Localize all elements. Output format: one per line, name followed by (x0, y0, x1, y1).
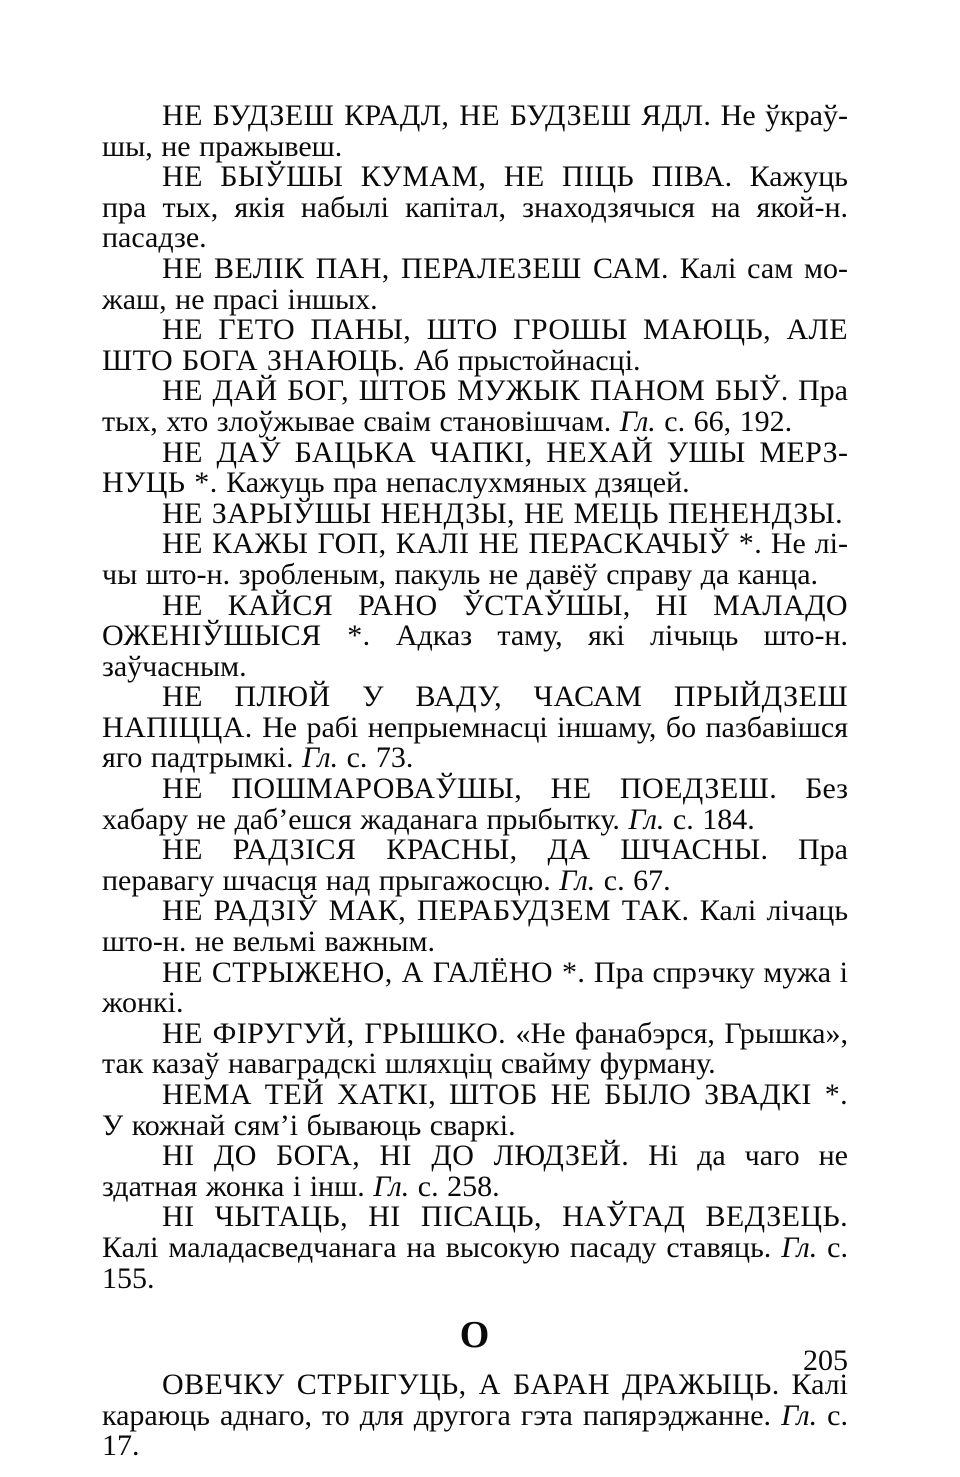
entry-definition: с. 67. (595, 863, 671, 897)
entry-definition: с. 17. (102, 1398, 848, 1463)
entry-headword: НЕ ПЛЮЙ У ВАДУ, ЧАСАМ ПРЫЙДЗЕШ НАПІЦЦА. (102, 680, 848, 744)
entry-definition: Пра спрэчку мужа і жонкі. (102, 955, 848, 1020)
dictionary-entry (102, 1141, 848, 1202)
entry-headword: НІ ДО БОГА, НІ ДО ЛЮДЗЕЙ. (162, 1139, 630, 1173)
dictionary-entry (102, 1202, 848, 1294)
entry-definition: с. 184. (664, 802, 755, 836)
entry-cross-reference: Гл. (781, 1398, 818, 1432)
entry-headword: НЕ ДАЎ БАЦЬКА ЧАПКІ, НЕХАЙ УШЫ МЕРЗНУЦЬ *. (102, 435, 848, 500)
entry-definition: Адказ таму, які лічыць што-н. заўчасным. (102, 619, 848, 683)
entry-headword: НІ ЧЫТАЦЬ, НІ ПІСАЦЬ, НАЎГАД ВЕДЗЕЦЬ. (162, 1200, 848, 1234)
dictionary-entry (102, 1370, 848, 1462)
dictionary-entry (102, 1016, 848, 1081)
entry-definition: Калі лічаць што-н. не вельмі важным. (102, 894, 849, 959)
page-number: 205 (803, 1344, 848, 1377)
entry-definition: «Не фанабэрся, Грышка», так казаў наваградскі шляхціц свайму фурману. (102, 1016, 848, 1081)
entry-headword: НЕ БЫЎШЫ КУМАМ, НЕ ПІЦЬ ПІВА. (162, 160, 733, 194)
entry-headword: НЕ РАДЗІЎ МАК, ПЕРАБУДЗЕМ ТАК. (162, 894, 690, 928)
entry-headword: НЕ КАЙСЯ РАНО ЎСТАЎШЫ, НІ МАЛАДО ОЖЕНІЎШЫСЯ *. (102, 588, 848, 653)
dictionary-entry (102, 896, 848, 957)
entry-definition: Кажуць пра тых, якія набылі капітал, знаходзячыся на якой-н. пасадзе. (102, 160, 848, 255)
entry-definition: Калі караюць аднаго, то для другога гэта папярэджанне. (102, 1368, 848, 1432)
entry-definition: с. 155. (102, 1230, 848, 1295)
dictionary-entry (102, 682, 848, 774)
entry-cross-reference: Гл. (373, 1169, 410, 1203)
entry-definition: Кажуць пра непаслухмяных дзяцей. (217, 466, 690, 500)
dictionary-entry (102, 588, 848, 683)
entry-definition: У кожнай сям’і бываюць сваркі. (102, 1108, 516, 1142)
dictionary-entry (102, 101, 848, 162)
dictionary-entry (102, 835, 848, 896)
entry-headword: НЕ ПОШМАРОВАЎШЫ, НЕ ПОЕДЗЕШ. (162, 772, 778, 806)
dictionary-entry (102, 435, 848, 500)
dictionary-entry (102, 315, 848, 376)
entry-cross-reference: Гл. (619, 404, 656, 438)
entry-headword: НЕ ФІРУГУЙ, ГРЫШКО. (162, 1016, 507, 1050)
entry-definition: Не лічы што-н. зробленым, пакуль не давёў справу да канца. (102, 527, 848, 591)
entries-section-n (102, 101, 848, 1294)
text-column (102, 101, 848, 1462)
dictionary-entry (102, 376, 848, 437)
entry-cross-reference: Гл. (781, 1230, 818, 1264)
entry-definition: с. 66, 192. (655, 404, 793, 438)
dictionary-entry (102, 955, 848, 1020)
entry-headword: НЕ СТРЫЖЕНО, А ГАЛЁНО *. (162, 955, 586, 989)
section-heading-letter-o: О (459, 1314, 491, 1357)
entry-definition: Пра тых, хто злоўжывае сваім становішчам. (102, 374, 848, 438)
entry-cross-reference: Гл. (559, 863, 596, 897)
entry-cross-reference: Гл. (302, 741, 339, 775)
entry-headword: НЕ РАДЗІСЯ КРАСНЫ, ДА ШЧАСНЫ. (162, 833, 769, 867)
entry-definition: с. 73. (338, 741, 414, 775)
entry-headword: НЕ ДАЙ БОГ, ШТОБ МУЖЫК ПАНОМ БЫЎ. (162, 374, 789, 408)
dictionary-entry (102, 1080, 848, 1141)
entry-definition: Калі сам можаш, не прасі іншых. (102, 251, 848, 316)
entry-headword: НЕ ВЕЛІК ПАН, ПЕРАЛЕЗЕШ САМ. (162, 251, 669, 285)
entry-definition: Ні да чаго не здатная жонка і інш. (102, 1139, 849, 1203)
dictionary-entry (102, 251, 848, 316)
entry-definition: Калі маладасведчанага на высокую пасаду ставяць. (102, 1230, 782, 1264)
entry-headword: НЕ КАЖЫ ГОП, КАЛІ НЕ ПЕРАСКАЧЫЎ *. (162, 527, 763, 561)
entry-cross-reference: Гл. (628, 802, 665, 836)
entry-definition: Пра перавагу шчасця над прыгажосцю. (102, 833, 848, 897)
entry-definition: Без хабару не даб’ешся жаданага прыбытку. (102, 772, 849, 836)
dictionary-entry (102, 496, 848, 530)
dictionary-entry (102, 774, 848, 835)
entry-headword: НЕ ЗАРЫЎШЫ НЕНДЗЫ, НЕ МЕЦЬ ПЕНЕНДЗЫ. (162, 496, 844, 530)
entry-definition: Не рабі непрыемнасці іншаму, бо пазбавішся яго падтрымкі. (102, 710, 848, 775)
entry-definition: Не ўкраўшы, не пражывеш. (102, 99, 848, 163)
entries-section-o (102, 1370, 848, 1462)
entry-headword: НЕ ГЕТО ПАНЫ, ШТО ГРОШЫ МАЮЦЬ, АЛЕ ШТО БОГА ЗНАЮЦЬ. (102, 313, 848, 377)
entry-headword: ОВЕЧКУ СТРЫГУЦЬ, А БАРАН ДРАЖЫЦЬ. (162, 1368, 780, 1402)
entry-headword: НЕ БУДЗЕШ КРАДЛ, НЕ БУДЗЕШ ЯДЛ. (162, 99, 712, 132)
entry-headword: НЕМА ТЕЙ ХАТКІ, ШТОБ НЕ БЫЛО ЗВАДКІ *. (162, 1078, 848, 1111)
entry-definition: Аб прыстойнасці. (405, 343, 641, 377)
entry-definition: с. 258. (409, 1169, 500, 1203)
dictionary-entry (102, 162, 848, 254)
dictionary-entry (102, 529, 848, 590)
